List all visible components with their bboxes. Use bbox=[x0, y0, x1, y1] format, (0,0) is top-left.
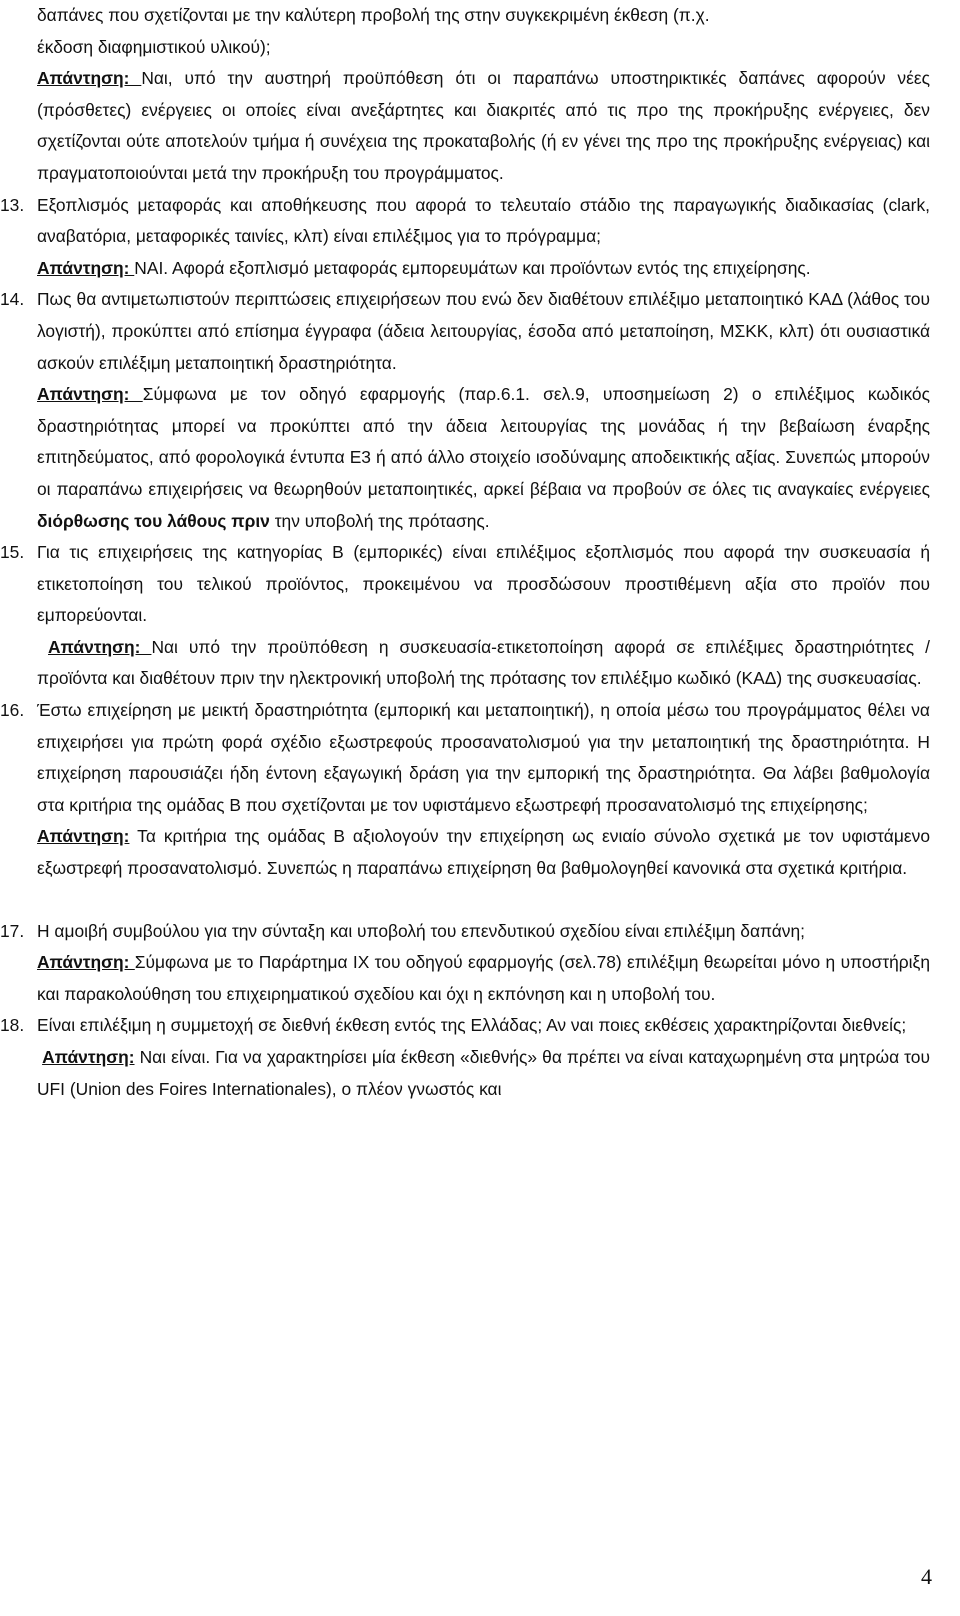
faq-item-17 bbox=[0, 916, 930, 1011]
question-text: Η αμοιβή συμβούλου για την σύνταξη και υποβολή του επενδυτικού σχεδίου είναι επιλέξιμη δαπάνη; Απάντηση: Σύμφωνα με το Παράρτημα ΙΧ του οδηγού εφαρμογής (σελ.78) επιλέξιμη θεωρείται μόνο η υποστήριξη και παρακολούθηση του επιχειρηματικού σχεδίου και όχι η εκπόνηση και η υποβολή του. bbox=[37, 920, 930, 1004]
question-text: Έστω επιχείρηση με μεικτή δραστηριότητα (εμπορική και μεταποιητική), η οποία μέσω του προγράμματος θέλει να επιχειρήσει για πρώτη φορά σχέδιο εξωστρεφούς προσανατολισμού για την μεταποιητική της δραστηριότητα. Η επιχείρηση παρουσιάζει ήδη έντονη εξαγωγική δράση για την εμπορική της δραστηριότητα. Θα λάβει βαθμολογία στα κριτήρια της ομάδας Β που σχετίζονται με τον υφιστάμενο εξωστρεφή προσανατολισμό της επιχείρησης; Απάντηση: Τα κριτήρια της ομάδας Β αξιολογούν την επιχείρηση ως ενιαίο σύνολο σχετικά με τον υφιστάμενο εξωστρεφή προσανατολισμό. Συνεπώς η παραπάνω επιχείρηση θα βαθμολογηθεί κανονικά στα σχετικά κριτήρια. bbox=[37, 700, 930, 879]
answer-label: Απάντηση: bbox=[37, 257, 135, 278]
faq-item-15 bbox=[0, 537, 930, 695]
answer-text: Ναι, υπό την αυστηρή προϋπόθεση ότι οι παραπάνω υποστηρικτικές δαπάνες αφορούν νέες (πρόσθετες) ενέργειες οι οποίες είναι ανεξάρτητες και διακριτές από τις προ της προκήρυξης ενέργειες, δεν σχετίζονται ούτε αποτελούν τμήμα ή συνέχεια της προκαταβολής (ή εν γένει της προ της προκήρυξης ενέργειας) και πραγματοποιούνται μετά την προκήρυξη του προγράμματος. bbox=[37, 68, 930, 183]
faq-item-18 bbox=[0, 1010, 930, 1105]
item-number: 17. bbox=[0, 920, 25, 941]
answer-label: Απάντηση: bbox=[37, 826, 130, 847]
page-number: 4 bbox=[921, 1564, 932, 1589]
item-number: 16. bbox=[0, 700, 25, 721]
answer-text: ΝΑΙ. Αφορά εξοπλισμό μεταφοράς εμπορευμάτων και προϊόντων εντός της επιχείρησης. bbox=[134, 257, 811, 278]
answer-text: Τα κριτήρια της ομάδας Β αξιολογούν την επιχείρηση ως ενιαίο σύνολο σχετικά με τον υφιστάμενο εξωστρεφή προσανατολισμό. Συνεπώς η παραπάνω επιχείρηση θα βαθμολογηθεί κανονικά στα σχετικά κριτήρια. bbox=[37, 826, 930, 879]
prev-line1: δαπάνες που σχετίζονται με την καλύτερη προβολή της στην συγκεκριμένη έκθεση (π.χ. bbox=[37, 5, 710, 25]
item-number: 15. bbox=[0, 542, 25, 563]
answer-label: Απάντηση: bbox=[37, 384, 143, 405]
answer-text: Σύμφωνα με τον οδηγό εφαρμογής (παρ.6.1. σελ.9, υποσημείωση 2) ο επιλέξιμος κωδικός δραστηριότητας μπορεί να προκύπτει από την άδεια λειτουργίας της μονάδας ή την βεβαίωση έναρξης επιτηδεύματος, από φορολογικά έντυπα Ε3 ή από άλλο στοιχείο ισοδύναμης αποδεικτικής αξίας. Συνεπώς μπορούν οι παραπάνω επιχειρήσεις να θεωρηθούν μεταποιητικές, αρκεί βέβαια να προβούν σε όλες τις αναγκαίες ενέργειες bbox=[37, 384, 930, 499]
answer-label: Απάντηση: bbox=[42, 1047, 135, 1067]
answer-tail: την υποβολή της πρότασης. bbox=[269, 510, 490, 531]
prev-line2: έκδοση διαφημιστικού υλικού); bbox=[37, 36, 271, 57]
answer-text: Σύμφωνα με το Παράρτημα ΙΧ του οδηγού εφαρμογής (σελ.78) επιλέξιμη θεωρείται μόνο η υποστήριξη και παρακολούθηση του επιχειρηματικού σχεδίου και όχι η εκπόνηση και η υποβολή του. bbox=[37, 952, 930, 1004]
faq-item-13 bbox=[0, 190, 930, 285]
prev-question bbox=[37, 0, 930, 190]
answer-bold-text: διόρθωσης του λάθους πριν bbox=[37, 510, 270, 531]
item-number: 14. bbox=[0, 289, 25, 310]
question-text: Για τις επιχειρήσεις της κατηγορίας Β (εμπορικές) είναι επιλέξιμος εξοπλισμός που αφορά την συσκευασία ή ετικετοποίηση του τελικού προϊόντος, προκειμένου να προσδώσουν προστιθέμενη αξία στο προϊόν που εμπορεύονται. Απάντηση: Ναι υπό την προϋπόθεση η συσκευασία-ετικετοποίηση αφορά σε επιλέξιμες δραστηριότητες / προϊόντα και διαθέτουν πριν την ηλεκτρονική υποβολή της πρότασης τον επιλέξιμο κωδικό (ΚΑΔ) της συσκευασίας. bbox=[37, 542, 930, 689]
answer-text: Ναι υπό την προϋπόθεση η συσκευασία-ετικετοποίηση αφορά σε επιλέξιμες δραστηριότητες / προϊόντα και διαθέτουν πριν την ηλεκτρονική υποβολή της πρότασης τον επιλέξιμο κωδικό (ΚΑΔ) της συσκευασίας. bbox=[37, 636, 930, 689]
item-number: 18. bbox=[0, 1015, 25, 1036]
question-text: Εξοπλισμός μεταφοράς και αποθήκευσης που αφορά το τελευταίο στάδιο της παραγωγικής διαδικασίας (clark, αναβατόρια, μεταφορικές ταινίες, κλπ) είναι επιλέξιμος για το πρόγραμμα; Απάντηση: ΝΑΙ. Αφορά εξοπλισμό μεταφοράς εμπορευμάτων και προϊόντων εντός της επιχείρησης. bbox=[37, 194, 930, 278]
answer-label: Απάντηση: bbox=[37, 68, 142, 89]
faq-item-14 bbox=[0, 284, 930, 537]
question-text: Πως θα αντιμετωπιστούν περιπτώσεις επιχειρήσεων που ενώ δεν διαθέτουν επιλέξιμο μεταποιητικό ΚΑΔ (λάθος του λογιστή), προκύπτει από επίσημα έγγραφα (άδεια λειτουργίας, έσοδα από μεταποίηση, ΜΣΚΚ, κλπ) ότι ουσιαστικά ασκούν επιλέξιμη μεταποιητική δραστηριότητα. Απάντηση: Σύμφωνα με τον οδηγό εφαρμογής (παρ.6.1. σελ.9, υποσημείωση 2) ο επιλέξιμος κωδικός δραστηριότητας μπορεί να προκύπτει από την άδεια λειτουργίας της μονάδας ή την βεβαίωση έναρξης επιτηδεύματος, από φορολογικά έντυπα Ε3 ή από άλλο στοιχείο ισοδύναμης αποδεικτικής αξίας. Συνεπώς μπορούν οι παραπάνω επιχειρήσεις να θεωρηθούν μεταποιητικές, αρκεί βέβαια να προβούν σε όλες τις αναγκαίες ενέργειες διόρθωσης του λάθους πριν την υποβολή της πρότασης. bbox=[37, 289, 930, 531]
answer-label: Απάντηση: bbox=[37, 952, 135, 973]
question-text: Είναι επιλέξιμη η συμμετοχή σε διεθνή έκθεση εντός της Ελλάδας; Αν ναι ποιες εκθέσεις χαρακτηρίζονται διεθνείς; Απάντηση: Ναι είναι. Για να χαρακτηρίσει μία έκθεση «διεθνής» θα πρέπει να είναι καταχωρημένη στα μητρώα του UFI (Union des Foires Internationales), ο πλέον γνωστός και bbox=[37, 1015, 930, 1099]
answer-label: Απάντηση: bbox=[48, 636, 152, 657]
faq-item-16 bbox=[0, 695, 930, 885]
item-number: 13. bbox=[0, 194, 25, 215]
paragraph-spacer bbox=[37, 885, 930, 916]
answer-text: Ναι είναι. Για να χαρακτηρίσει μία έκθεση «διεθνής» θα πρέπει να είναι καταχωρημένη στα μητρώα του UFI (Union des Foires Internationales), ο πλέον γνωστός και bbox=[37, 1047, 930, 1099]
